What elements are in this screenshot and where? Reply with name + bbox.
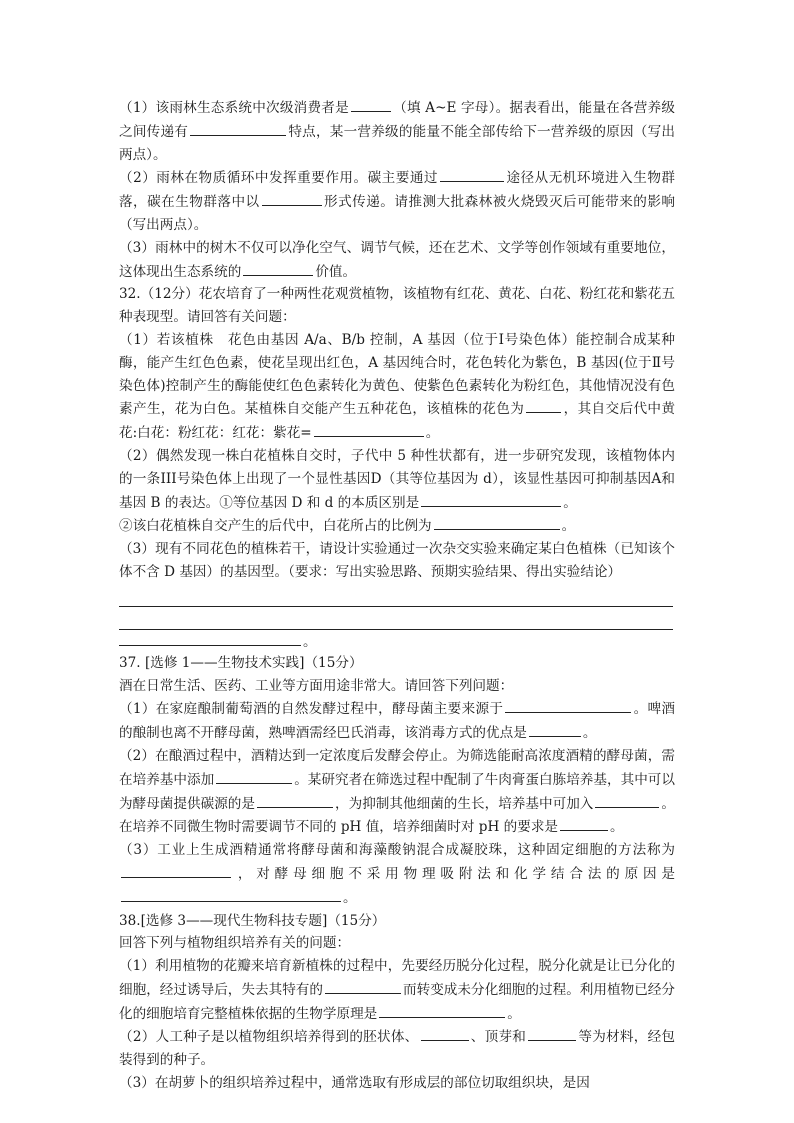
q32-p1-text-a: （1）若该植株 花色由基因 A/a、B/b 控制，A 基因（位于Ⅰ号染色体）能控制合成某种酶，能产生红色色素，使花呈现出红色，A 基因纯合时，花色转化为紫色，B 基因(位于Ⅱ号染色体)控制产生的酶能使红色色素转化为黄色、使紫色色素转化为粉红色，其他情况没有色素产生，花为白色。某植株自交能产生五种花色，该植株的花色为 <box>119 331 675 418</box>
q38-part2 <box>119 1025 675 1072</box>
answer-blank[interactable] <box>379 1002 505 1018</box>
q32-part3: （3）现有不同花色的植株若干，请设计实验通过一次杂交实验来确定某白色植株（已知该个体不含 D 基因）的基因型。（要求：写出实验思路、预期实验结果、得出实验结论） <box>119 541 675 580</box>
answer-blank[interactable] <box>529 721 581 737</box>
answer-blank[interactable] <box>121 886 341 902</box>
answer-blank[interactable] <box>505 697 631 713</box>
q31-p3-text-b: 价值。 <box>315 263 357 280</box>
answer-blank[interactable] <box>421 491 561 507</box>
document-page <box>119 96 675 1095</box>
q32-answer-area <box>119 584 675 652</box>
answer-blank[interactable] <box>595 792 659 808</box>
q38-intro: 回答下列与植物组织培养有关的问题： <box>119 935 351 952</box>
answer-blank[interactable] <box>216 768 292 784</box>
answer-line[interactable] <box>119 584 673 607</box>
answer-blank[interactable] <box>314 421 424 437</box>
answer-blank[interactable] <box>526 397 561 413</box>
q32-part2-sub2 <box>119 514 675 538</box>
answer-blank[interactable] <box>262 190 322 206</box>
q37-p2-text-a: （2）在酿酒过程中，酒精达到一定浓度后发酵会停止。为筛选能耐高浓度酒精的酵母菌，需在培养基中添加 <box>119 747 675 788</box>
q38-title: 38.[选修 3——现代生物科技专题]（15分） <box>119 912 386 929</box>
end-mark: 。 <box>303 633 317 650</box>
q38-p2-text-a: （2）人工种子是以植物组织培养得到的胚状体、 <box>119 1029 419 1046</box>
q37-p3-text-b: ，对酵母细胞不采用物理吸附法和化学结合法的原因是 <box>233 865 675 882</box>
q37-p1-text-c: 。 <box>582 725 597 742</box>
q31-part3 <box>119 237 675 284</box>
q32-p2-text-c: ②该白花植株自交产生的后代中，白花所占的比例为 <box>119 518 432 535</box>
q37-p2-text-b: 。某研究者在筛选过程中配制了牛肉膏蛋白胨培养基，其中可以为酵母菌提供碳源的是 <box>119 771 676 812</box>
q32-part2 <box>119 445 675 514</box>
q37-intro: 酒在日常生活、医药、工业等方面用途非常大。请回答下列问题： <box>119 677 514 694</box>
answer-line[interactable] <box>119 607 673 630</box>
q37-p3-text-a: （3）工业上生成酒精通常将酵母菌和海藻酸钠混合成凝胶珠，这种固定细胞的方法称为 <box>119 842 675 859</box>
q38-p1-text-a: （1）利用植物的花瓣来培育新植株的过程中，先要经历脱分化过程，脱分化就是让已分化的细胞，经过诱导后，失去其特有的 <box>119 958 675 998</box>
answer-blank[interactable] <box>528 1025 576 1041</box>
answer-blank[interactable] <box>434 514 560 530</box>
q31-p2-text-b: 途径从无机环境进入生物群落，碳在生物群落中以 <box>119 170 675 211</box>
q31-part1 <box>119 96 675 166</box>
q38-p2-text-c: 等为材料，经包装得到的种子。 <box>119 1029 675 1069</box>
q31-p2-text-a: （2）雨林在物质循环中发挥重要作用。碳主要通过 <box>119 170 438 187</box>
q38-part1 <box>119 955 675 1025</box>
q37-part3 <box>119 839 675 909</box>
answer-last-line <box>119 630 675 652</box>
answer-blank[interactable] <box>325 978 401 994</box>
q37-title: 37. [选修 1——生物技术实践]（15分） <box>119 654 363 671</box>
q37-p3-text-c: 。 <box>343 889 357 906</box>
q31-p3-text-a: （3）雨林中的树木不仅可以净化空气、调节气候，还在艺术、文学等创作领域有重要地位，这体现出生态系统的 <box>119 239 675 280</box>
answer-blank[interactable] <box>243 260 313 276</box>
q37-p1-text-a: （1）在家庭酿制葡萄酒的自然发酵过程中，酵母菌主要来源于 <box>119 701 504 718</box>
q37-p1-text-b: 。啤酒的酿制也离不开酵母菌，熟啤酒需经巴氏消毒，该消毒方式的优点是 <box>119 701 676 742</box>
q32-part1 <box>119 329 675 445</box>
q37-p2-text-d: 。在培养不同微生物时需要调节不同的 pH 值，培养细菌时对 pH 的要求是 <box>119 795 676 836</box>
q31-p1-text-c: 特点，某一营养级的能量不能全部传给下一营养级的原因（写出两点）。 <box>119 123 676 163</box>
answer-blank[interactable] <box>351 96 391 112</box>
q38-p1-text-b: 而转变成未分化细胞的过程。利用植物已经分化的细胞培育完整植株依据的生物学原理是 <box>119 981 675 1022</box>
answer-blank[interactable] <box>119 630 301 646</box>
answer-blank[interactable] <box>190 120 286 136</box>
answer-blank[interactable] <box>121 862 231 878</box>
q37-part1 <box>119 697 675 745</box>
answer-blank[interactable] <box>440 166 504 182</box>
q38-p2-text-b: 、顶芽和 <box>470 1029 527 1046</box>
q38-p1-text-c: 。 <box>507 1005 521 1022</box>
q31-part2 <box>119 166 675 236</box>
q31-p1-text-b: （填 A~E 字母）。据表看出，能量在各营养级之间传递有 <box>119 100 675 140</box>
q32-p2-text-d: 。 <box>561 518 576 535</box>
q38-part3: （3）在胡萝卜的组织培养过程中，通常选取有形成层的部位切取组织块，是因 <box>119 1075 590 1092</box>
q32-title: 32.（12分）花农培育了一种两性花观赏植物，该植物有红花、黄花、白花、粉红花和紫花五种表现型。请回答有关问题： <box>119 286 675 326</box>
q32-p2-text-a: （2）偶然发现一株白花植株自交时，子代中 5 种性状都有，进一步研究发现，该植物体内的一条III号染色体上出现了一个显性基因D（其等位基因为 d），该显性基因可抑制基因A和基因 B 的表达。①等位基因 D 和 d 的本质区别是 <box>119 447 675 511</box>
q37-part2 <box>119 745 675 839</box>
q32-p1-text-c: 。 <box>425 425 440 442</box>
answer-blank[interactable] <box>560 815 608 831</box>
q37-p2-text-e: 。 <box>610 819 624 836</box>
q31-p2-text-c: 形式传递。请推测大批森林被火烧毁灭后可能带来的影响（写出两点）。 <box>119 194 676 233</box>
q37-p2-text-c: ，为抑制其他细菌的生长，培养基中可加入 <box>335 795 594 812</box>
q31-p1-text-a: （1）该雨林生态系统中次级消费者是 <box>119 100 349 116</box>
answer-blank[interactable] <box>257 792 333 808</box>
q32-p2-text-b: 。 <box>563 494 577 511</box>
answer-blank[interactable] <box>421 1025 469 1041</box>
q32-p1-text-b: ，其自交后代中黄花:白花：粉红花：红花：紫花= <box>119 401 676 442</box>
